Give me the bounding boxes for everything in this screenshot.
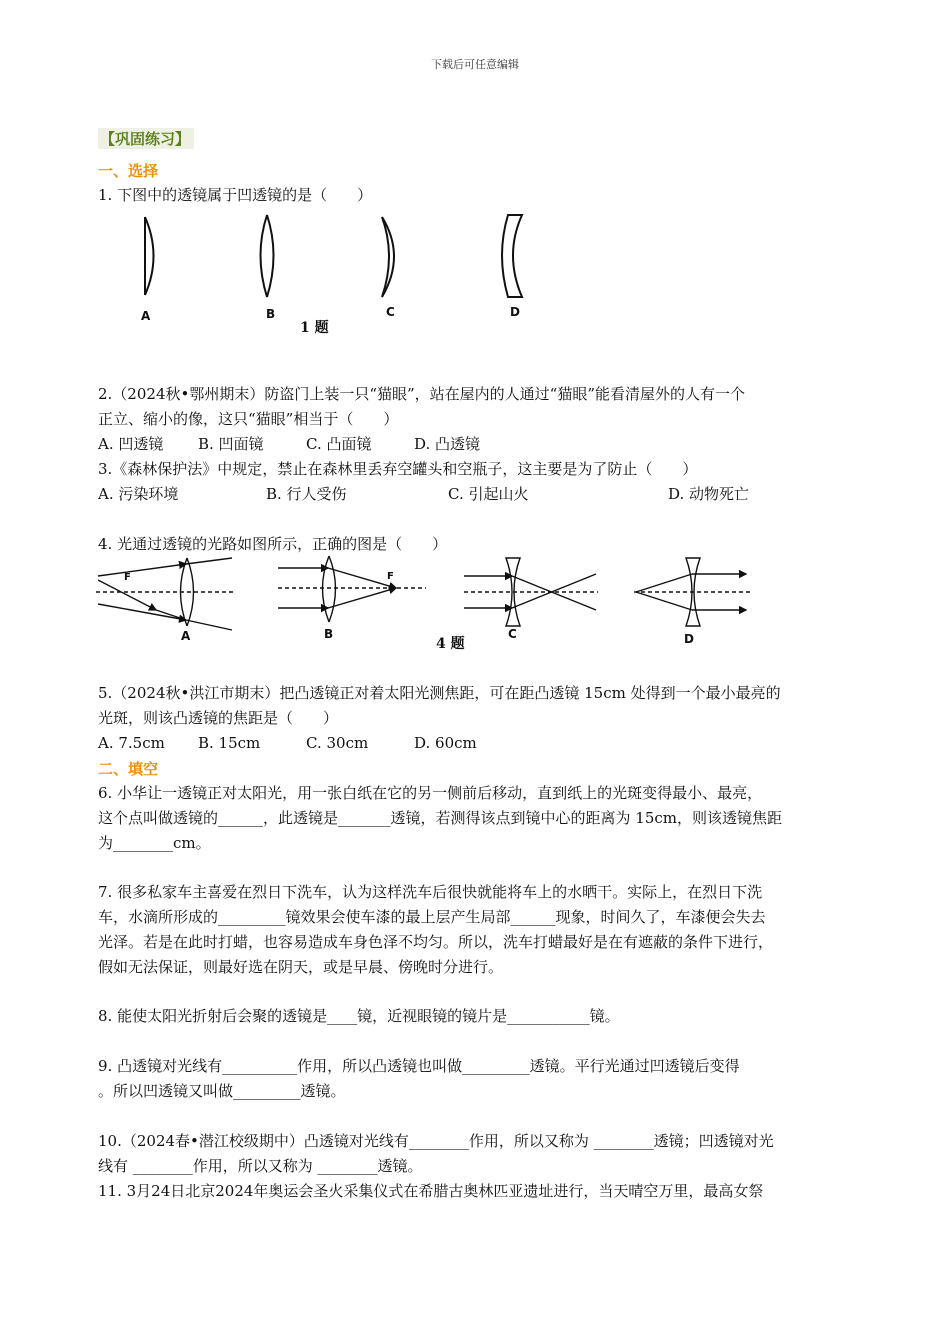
q1-label-b: B <box>266 307 276 321</box>
q11-line1: 11. 3月24日北京2024年奥运会圣火采集仪式在希腊古奥林匹亚遗址进行，当天晴空万里，最高女祭 <box>98 1182 764 1200</box>
page-header: 下载后可任意编辑 <box>431 58 519 71</box>
q2-line1: 2.（2024秋•鄂州期末）防盗门上装一只“猫眼”，站在屋内的人通过“猫眼”能看清屋外的人有一个 <box>98 385 746 403</box>
q2-line2: 正立、缩小的像，这只“猫眼”相当于（ ） <box>98 410 399 428</box>
q3-option-c: C. 引起山火 <box>448 485 529 503</box>
q2-option-c: C. 凸面镜 <box>306 435 372 453</box>
q3-option-d: D. 动物死亡 <box>668 485 750 503</box>
q3-option-b: B. 行人受伤 <box>266 485 347 503</box>
q3-option-a: A. 污染环境 <box>98 485 179 503</box>
q4-label-a: A <box>181 629 191 643</box>
q5-option-d: D. 60cm <box>414 734 477 752</box>
q4-focus-a: F <box>124 572 131 583</box>
q4-diagram-c <box>464 558 598 626</box>
q4-diagram-d <box>634 558 752 626</box>
q1-text: 1. 下图中的透镜属于凹透镜的是（ ） <box>98 186 373 204</box>
lens-c-icon <box>382 217 394 297</box>
q2-option-d: D. 凸透镜 <box>414 435 481 453</box>
q7-line2: 车，水滴所形成的_________镜效果会使车漆的最上层产生局部______现象，时间久了，车漆便会失去 <box>98 908 766 926</box>
q7-line1: 7. 很多私家车主喜爱在烈日下洗车，认为这样洗车后很快就能将车上的水晒干。实际上，在烈日下洗 <box>98 883 763 901</box>
q4-label-c: C <box>508 627 517 641</box>
q5-line2: 光斑，则该凸透镜的焦距是（ ） <box>98 709 339 727</box>
q1-caption: 1 题 <box>300 320 329 336</box>
q8-text: 8. 能使太阳光折射后会聚的透镜是____镜，近视眼镜的镜片是___________镜。 <box>98 1007 620 1025</box>
q5-option-b: B. 15cm <box>198 734 261 752</box>
q4-label-d: D <box>684 632 694 646</box>
lens-b-icon <box>261 215 274 297</box>
q1-label-a: A <box>141 309 151 323</box>
q1-lens-figure <box>120 205 560 335</box>
q9-line2: 。所以凹透镜又叫做_________透镜。 <box>98 1082 346 1100</box>
q7-line3: 光泽。若是在此时打蜡，也容易造成车身色泽不均匀。所以，洗车打蜡最好是在有遮蔽的条件下进行， <box>98 933 774 951</box>
lens-d-icon <box>502 215 522 297</box>
q2-option-b: B. 凹面镜 <box>198 435 264 453</box>
q6-line1: 6. 小华让一透镜正对太阳光，用一张白纸在它的另一侧前后移动，直到纸上的光斑变得最小、最亮， <box>98 784 763 802</box>
q4-text: 4. 光通过透镜的光路如图所示，正确的图是（ ） <box>98 535 448 553</box>
q4-light-path-figure <box>96 554 756 634</box>
q4-caption: 4 题 <box>436 636 465 652</box>
q4-diagram-b <box>278 556 426 622</box>
q10-line2: 线有 ________作用，所以又称为 ________透镜。 <box>98 1157 423 1175</box>
q3-text: 3.《森林保护法》中规定，禁止在森林里丢弃空罐头和空瓶子，这主要是为了防止（ ） <box>98 460 698 478</box>
q4-focus-b: F <box>387 571 394 582</box>
q6-line3: 为________cm。 <box>98 834 211 852</box>
q5-line1: 5.（2024秋•洪江市期末）把凸透镜正对着太阳光测焦距，可在距凸透镜 15cm 处得到一个最小最亮的 <box>98 684 781 702</box>
q10-line1: 10.（2024春•潜江校级期中）凸透镜对光线有________作用，所以又称为 ________透镜；凹透镜对光 <box>98 1132 774 1150</box>
practice-tag: 【巩固练习】 <box>98 128 194 149</box>
q5-option-a: A. 7.5cm <box>98 734 165 752</box>
lens-a-icon <box>145 217 154 295</box>
q4-label-b: B <box>324 627 334 641</box>
q5-option-c: C. 30cm <box>306 734 369 752</box>
q7-line4: 假如无法保证，则最好选在阴天，或是早晨、傍晚时分进行。 <box>98 958 504 976</box>
q1-label-c: C <box>386 305 395 319</box>
section-choice-heading: 一、选择 <box>98 162 159 180</box>
q6-line2: 这个点叫做透镜的______，此透镜是_______透镜，若测得该点到镜中心的距离为 15cm，则该透镜焦距 <box>98 809 782 827</box>
section-fill-heading: 二、填空 <box>98 760 159 778</box>
q9-line1: 9. 凸透镜对光线有__________作用，所以凸透镜也叫做_________透镜。平行光通过凹透镜后变得 <box>98 1057 740 1075</box>
q4-diagram-a <box>96 558 234 630</box>
q2-option-a: A. 凹透镜 <box>98 435 164 453</box>
q1-label-d: D <box>510 305 520 319</box>
